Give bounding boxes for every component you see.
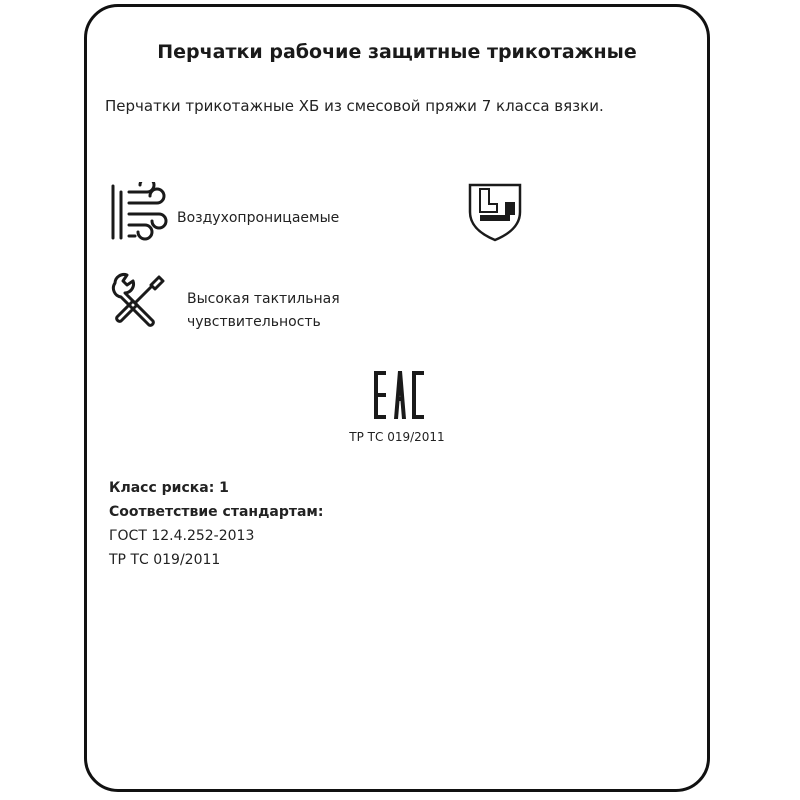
tools-icon [109,271,165,327]
product-title: Перчатки рабочие защитные трикотажные [157,41,637,63]
product-subtitle: Перчатки трикотажные ХБ из смесовой пряжи 7 класса вязки. [105,97,604,115]
product-card [84,4,710,792]
airflow-icon [109,182,169,244]
standard-item: ТР ТС 019/2011 [109,552,221,568]
eac-caption: ТР ТС 019/2011 [349,430,445,444]
feature-tactile-label [187,288,340,334]
standard-item: ГОСТ 12.4.252-2013 [109,528,255,544]
feature-tactile-line1: Высокая тактильная [187,291,340,307]
info-block [109,476,323,572]
mechanical-protection-shield-icon [467,182,523,242]
eac-mark [372,369,428,421]
standards-heading: Соответствие стандартам: [109,504,324,520]
risk-class: Класс риска: 1 [109,480,229,496]
feature-breathable-label: Воздухопроницаемые [177,210,340,226]
feature-tactile-line2: чувствительность [187,314,321,330]
